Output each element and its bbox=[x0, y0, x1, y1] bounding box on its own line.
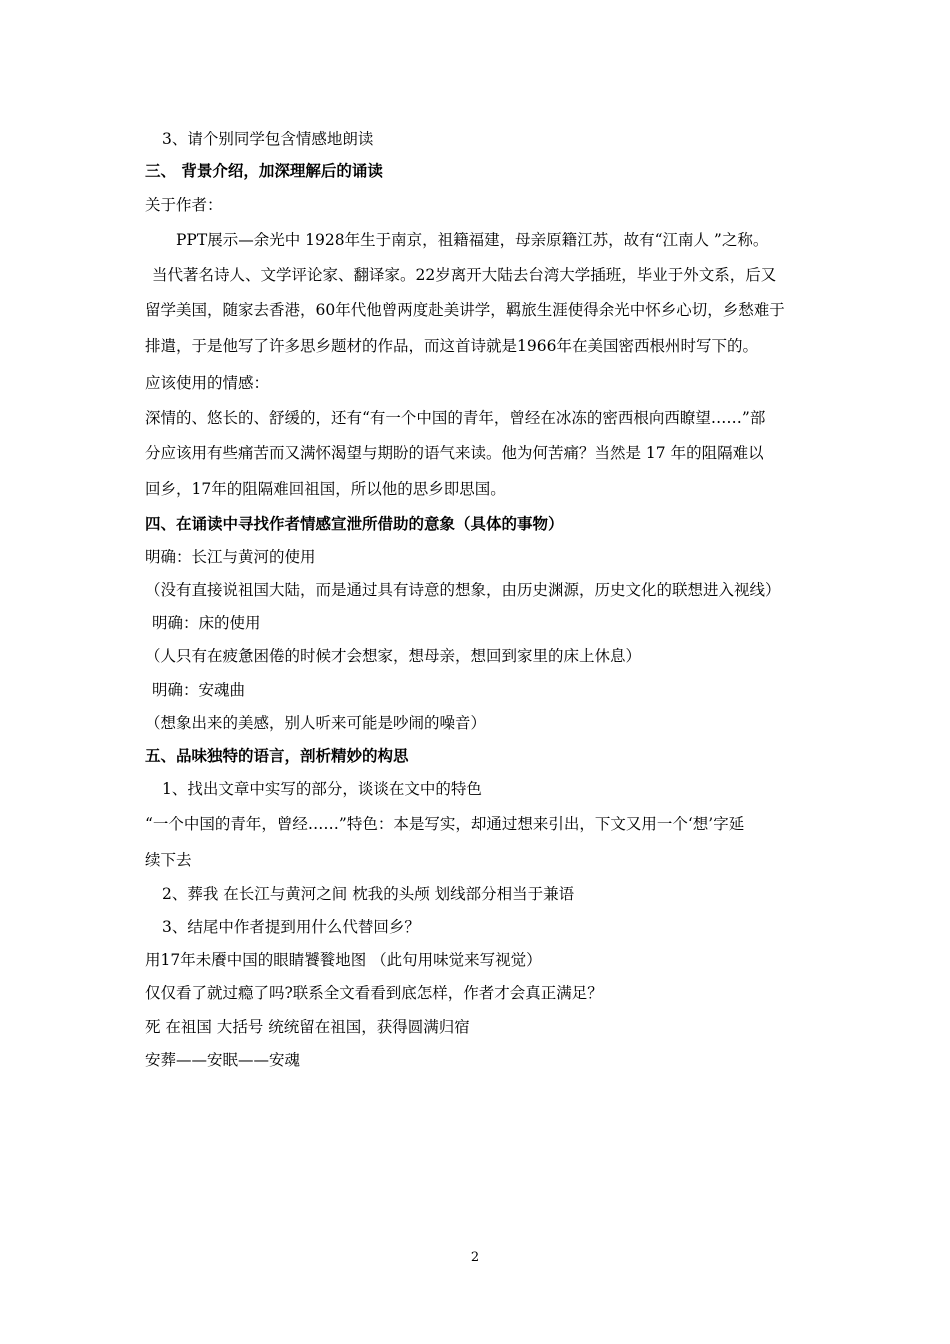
text-line: 1、找出文章中实写的部分，谈谈在文中的特色 bbox=[162, 780, 482, 798]
text-line: 排遣，于是他写了许多思乡题材的作品，而这首诗就是1966年在美国密西根州时写下的。 bbox=[145, 337, 758, 355]
text-line: 留学美国，随家去香港，60年代他曾两度赴美讲学，羁旅生涯使得余光中怀乡心切，乡愁难于 bbox=[145, 301, 785, 319]
page-number: 2 bbox=[470, 1250, 480, 1265]
text-line: 死 在祖国 大括号 统统留在祖国，获得圆满归宿 bbox=[145, 1018, 470, 1036]
text-line: 明确：床的使用 bbox=[152, 614, 261, 632]
section-heading: 四、在诵读中寻找作者情感宣泄所借助的意象（具体的事物） bbox=[145, 514, 564, 533]
text-line: 关于作者： bbox=[145, 196, 223, 214]
text-line: “一个中国的青年，曾经……”特色：本是写实，却通过想来引出，下文又用一个‘想’字延 bbox=[145, 815, 745, 833]
section-heading: 三、 背景介绍，加深理解后的诵读 bbox=[145, 161, 383, 180]
text-line: 续下去 bbox=[145, 851, 192, 869]
text-line: 明确：安魂曲 bbox=[152, 681, 246, 699]
text-line: PPT展示—余光中 1928年生于南京，祖籍福建，母亲原籍江苏，故有“江南人 ”之称。 bbox=[176, 231, 769, 249]
text-line: 3、结尾中作者提到用什么代替回乡？ bbox=[162, 918, 420, 936]
text-line: 应该使用的情感： bbox=[145, 374, 270, 392]
text-line: 回乡，17年的阻隔难回祖国，所以他的思乡即思国。 bbox=[145, 480, 506, 498]
text-line: 3、请个别同学包含情感地朗读 bbox=[162, 130, 374, 148]
text-line: 用17年未餍中国的眼睛饕餮地图 （此句用味觉来写视觉） bbox=[145, 951, 542, 969]
text-line: （没有直接说祖国大陆，而是通过具有诗意的想象，由历史渊源，历史文化的联想进入视线） bbox=[145, 581, 781, 599]
text-line: 安葬——安眠——安魂 bbox=[145, 1051, 301, 1069]
text-line: 2、葬我 在长江与黄河之间 枕我的头颅 划线部分相当于兼语 bbox=[162, 885, 575, 903]
text-line: 仅仅看了就过瘾了吗?联系全文看看到底怎样，作者才会真正满足？ bbox=[145, 984, 603, 1002]
section-heading: 五、品味独特的语言，剖析精妙的构思 bbox=[145, 746, 409, 765]
text-line: 深情的、悠长的、舒缓的，还有“有一个中国的青年，曾经在冰冻的密西根向西瞭望……”部 bbox=[145, 409, 766, 427]
text-line: （想象出来的美感，别人听来可能是吵闹的噪音） bbox=[145, 714, 487, 732]
text-line: 分应该用有些痛苦而又满怀渴望与期盼的语气来读。他为何苦痛？当然是 17 年的阻隔难以 bbox=[145, 444, 764, 462]
text-line: 当代著名诗人、文学评论家、翻译家。22岁离开大陆去台湾大学插班，毕业于外文系，后又 bbox=[152, 266, 777, 284]
text-line: （人只有在疲惫困倦的时候才会想家，想母亲，想回到家里的床上休息） bbox=[145, 647, 642, 665]
text-line: 明确：长江与黄河的使用 bbox=[145, 548, 316, 566]
